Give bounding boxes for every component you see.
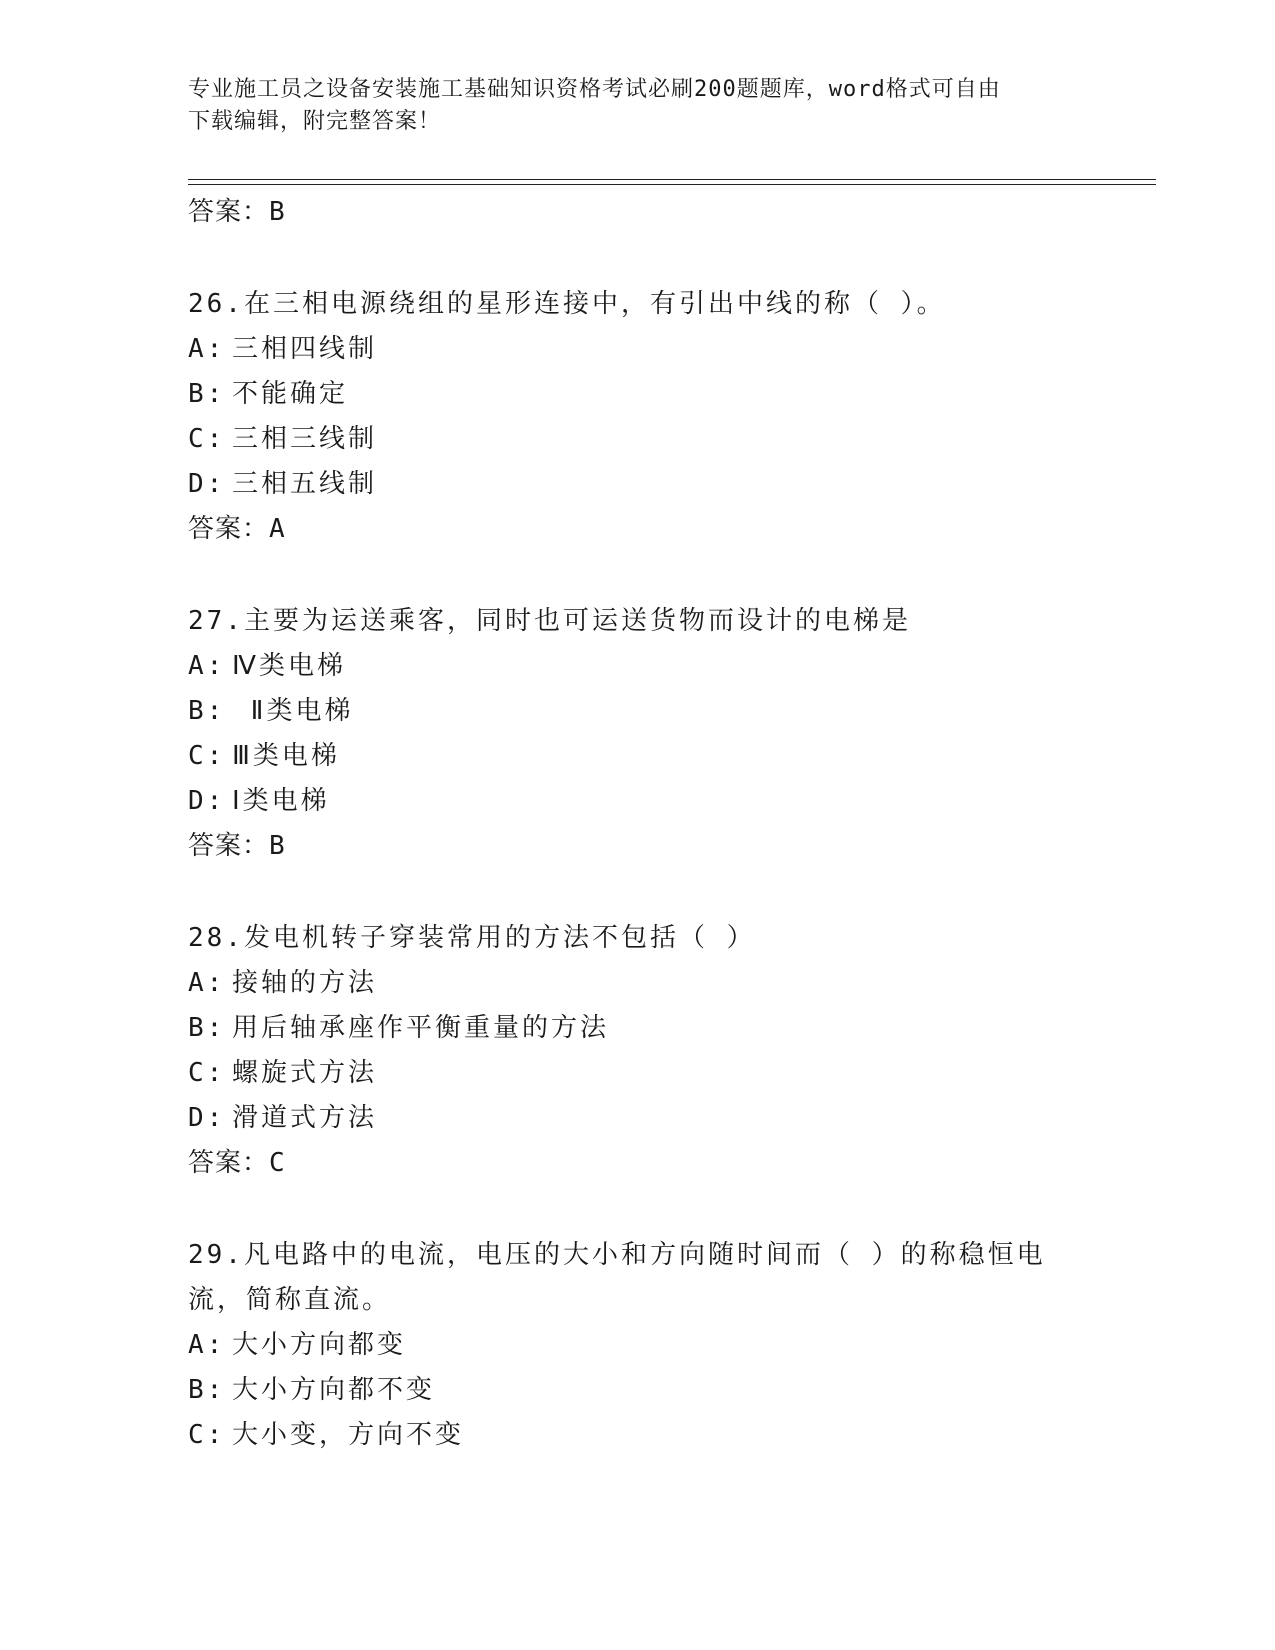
option-letter: C: [188, 741, 226, 771]
spacer [188, 235, 1088, 282]
option-text: 用后轴承座作平衡重量的方法 [232, 1013, 610, 1043]
spacer [188, 869, 1088, 916]
option-letter: B: [188, 696, 226, 726]
option-letter: A: [188, 1330, 226, 1360]
question-text: 27.主要为运送乘客，同时也可运送货物而设计的电梯是 [188, 606, 911, 636]
option-letter: B: [188, 379, 226, 409]
document-header [188, 74, 1078, 138]
option-letter: D: [188, 469, 226, 499]
option-letter: C: [188, 424, 226, 454]
option-letter: D: [188, 786, 226, 816]
question-text: 28.发电机转子穿装常用的方法不包括（ ） [188, 923, 756, 953]
question-list [188, 190, 1088, 1458]
option-a [188, 644, 1088, 689]
option-d [188, 462, 1088, 507]
option-c [188, 1051, 1088, 1096]
option-text: 大小方向都不变 [232, 1375, 436, 1405]
option-text: 滑道式方法 [232, 1103, 378, 1133]
option-text: 螺旋式方法 [232, 1058, 378, 1088]
answer-line: 答案：B [188, 831, 286, 861]
answer-line: 答案：C [188, 1148, 286, 1178]
option-letter: A: [188, 651, 226, 681]
option-text: 三相四线制 [232, 334, 378, 364]
option-d [188, 1096, 1088, 1141]
option-text: Ⅳ类电梯 [232, 651, 346, 681]
option-a [188, 327, 1088, 372]
question-text: 26.在三相电源绕组的星形连接中，有引出中线的称（ ）。 [188, 289, 946, 319]
option-b [188, 689, 1088, 734]
option-c [188, 734, 1088, 779]
header-title-line-2: 下载编辑，附完整答案！ [188, 109, 442, 134]
option-c [188, 1413, 1088, 1458]
option-letter: B: [188, 1013, 226, 1043]
question-text: 29.凡电路中的电流，电压的大小和方向随时间而（ ）的称稳恒电流，简称直流。 [188, 1240, 1046, 1315]
option-letter: D: [188, 1103, 226, 1133]
option-letter: A: [188, 334, 226, 364]
option-letter: C: [188, 1058, 226, 1088]
header-divider-top [188, 179, 1156, 180]
option-d [188, 779, 1088, 824]
option-letter: B: [188, 1375, 226, 1405]
option-text: 不能确定 [232, 379, 349, 409]
answer-line: 答案：A [188, 514, 286, 544]
option-text: 接轴的方法 [232, 968, 378, 998]
option-b [188, 372, 1088, 417]
option-a [188, 1323, 1088, 1368]
header-divider-bottom [188, 184, 1156, 185]
option-text: 大小变，方向不变 [232, 1420, 465, 1450]
option-c [188, 417, 1088, 462]
option-a [188, 961, 1088, 1006]
option-text: Ⅰ类电梯 [232, 786, 330, 816]
option-text: 三相五线制 [232, 469, 378, 499]
answer-line: 答案：B [188, 197, 286, 227]
option-b [188, 1006, 1088, 1051]
option-letter: C: [188, 1420, 226, 1450]
option-letter: A: [188, 968, 226, 998]
spacer [188, 552, 1088, 599]
option-b [188, 1368, 1088, 1413]
spacer [188, 1186, 1088, 1233]
option-text: Ⅱ类电梯 [232, 696, 354, 726]
option-text: 大小方向都变 [232, 1330, 407, 1360]
option-text: Ⅲ类电梯 [232, 741, 340, 771]
header-title-line-1: 专业施工员之设备安装施工基础知识资格考试必刷200题题库，word格式可自由 [188, 77, 1001, 102]
option-text: 三相三线制 [232, 424, 378, 454]
